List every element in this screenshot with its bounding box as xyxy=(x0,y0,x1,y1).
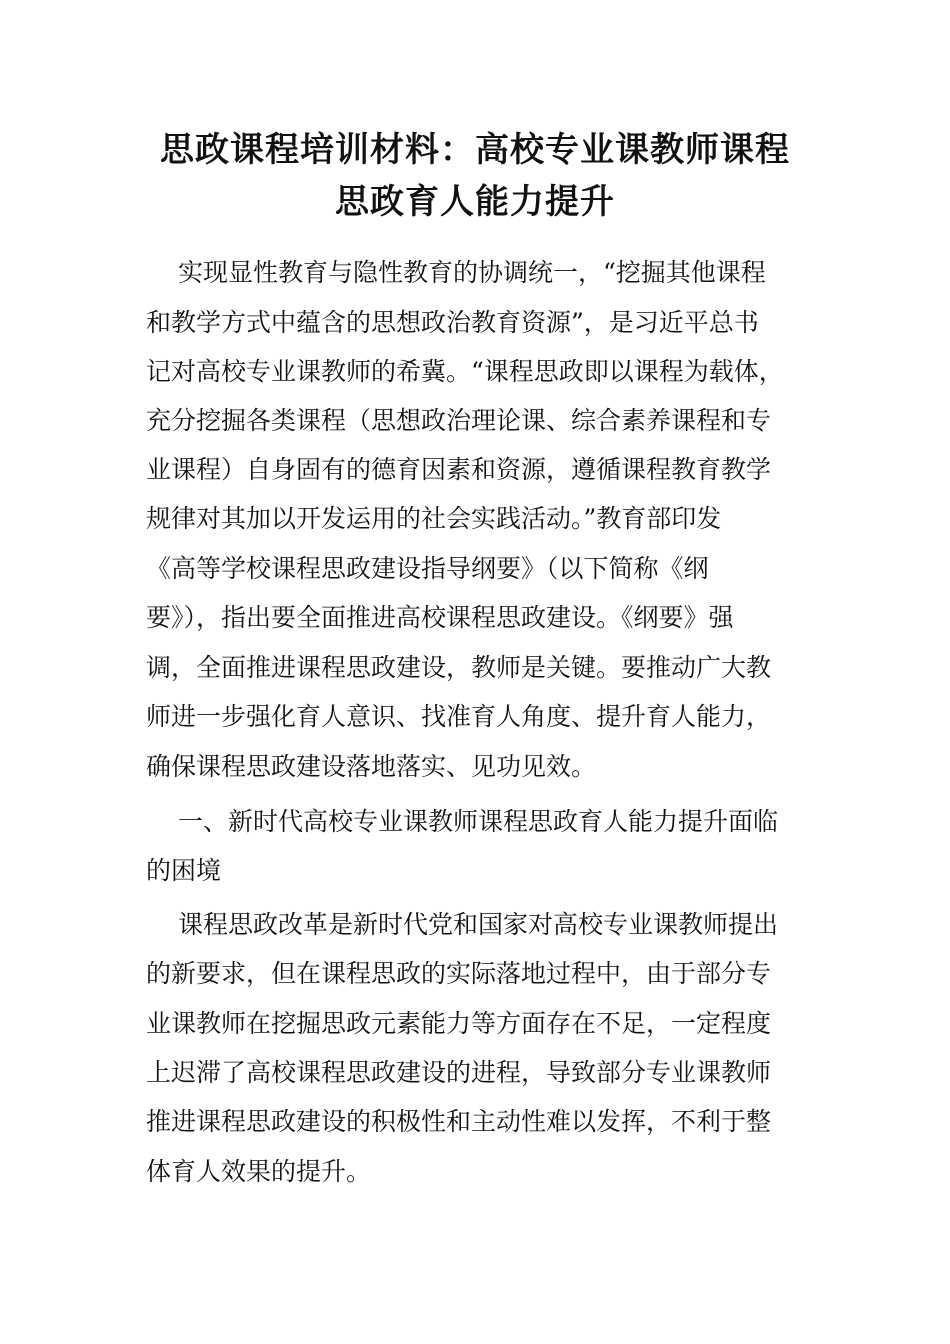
body-line: 推进课程思政建设的积极性和主动性难以发挥，不利于整 xyxy=(146,1107,772,1136)
body-line: 体育人效果的提升。 xyxy=(146,1157,372,1186)
section-heading-line: 的困境 xyxy=(146,856,222,885)
document-title-line-2: 思政育人能力提升 xyxy=(335,182,615,222)
body-line: 业课教师在挖掘思政元素能力等方面存在不足，一定程度 xyxy=(146,1009,772,1038)
body-line: 规律对其加以开发运用的社会实践活动。”教育部印发 xyxy=(146,504,722,533)
body-line: 调，全面推进课程思政建设，教师是关键。要推动广大教 xyxy=(146,653,772,682)
body-line: 记对高校专业课教师的希冀。“课程思政即以课程为载体， xyxy=(146,357,784,386)
section-heading-line: 一、新时代高校专业课教师课程思政育人能力提升面临 xyxy=(178,807,779,836)
body-line: 课程思政改革是新时代党和国家对高校专业课教师提出 xyxy=(178,910,779,939)
body-line: 师进一步强化育人意识、找准育人角度、提升育人能力， xyxy=(146,702,772,731)
body-line: 业课程）自身固有的德育因素和资源，遵循课程教育教学 xyxy=(146,455,772,484)
document-title-line-1: 思政课程培训材料：高校专业课教师课程 xyxy=(160,130,790,170)
body-line: 充分挖掘各类课程（思想政治理论课、综合素养课程和专 xyxy=(146,406,772,435)
body-line: 实现显性教育与隐性教育的协调统一，“挖掘其他课程 xyxy=(178,258,766,287)
body-line: 要》），指出要全面推进高校课程思政建设。《纲要》强 xyxy=(146,603,734,632)
body-line: 和教学方式中蕴含的思想政治教育资源”，是习近平总书 xyxy=(146,308,759,337)
body-line: 确保课程思政建设落地落实、见功见效。 xyxy=(146,752,597,781)
body-line: 的新要求，但在课程思政的实际落地过程中，由于部分专 xyxy=(146,959,772,988)
body-line: 上迟滞了高校课程思政建设的进程，导致部分专业课教师 xyxy=(146,1058,772,1087)
body-line: 《高等学校课程思政建设指导纲要》（以下简称《纲 xyxy=(146,554,709,583)
